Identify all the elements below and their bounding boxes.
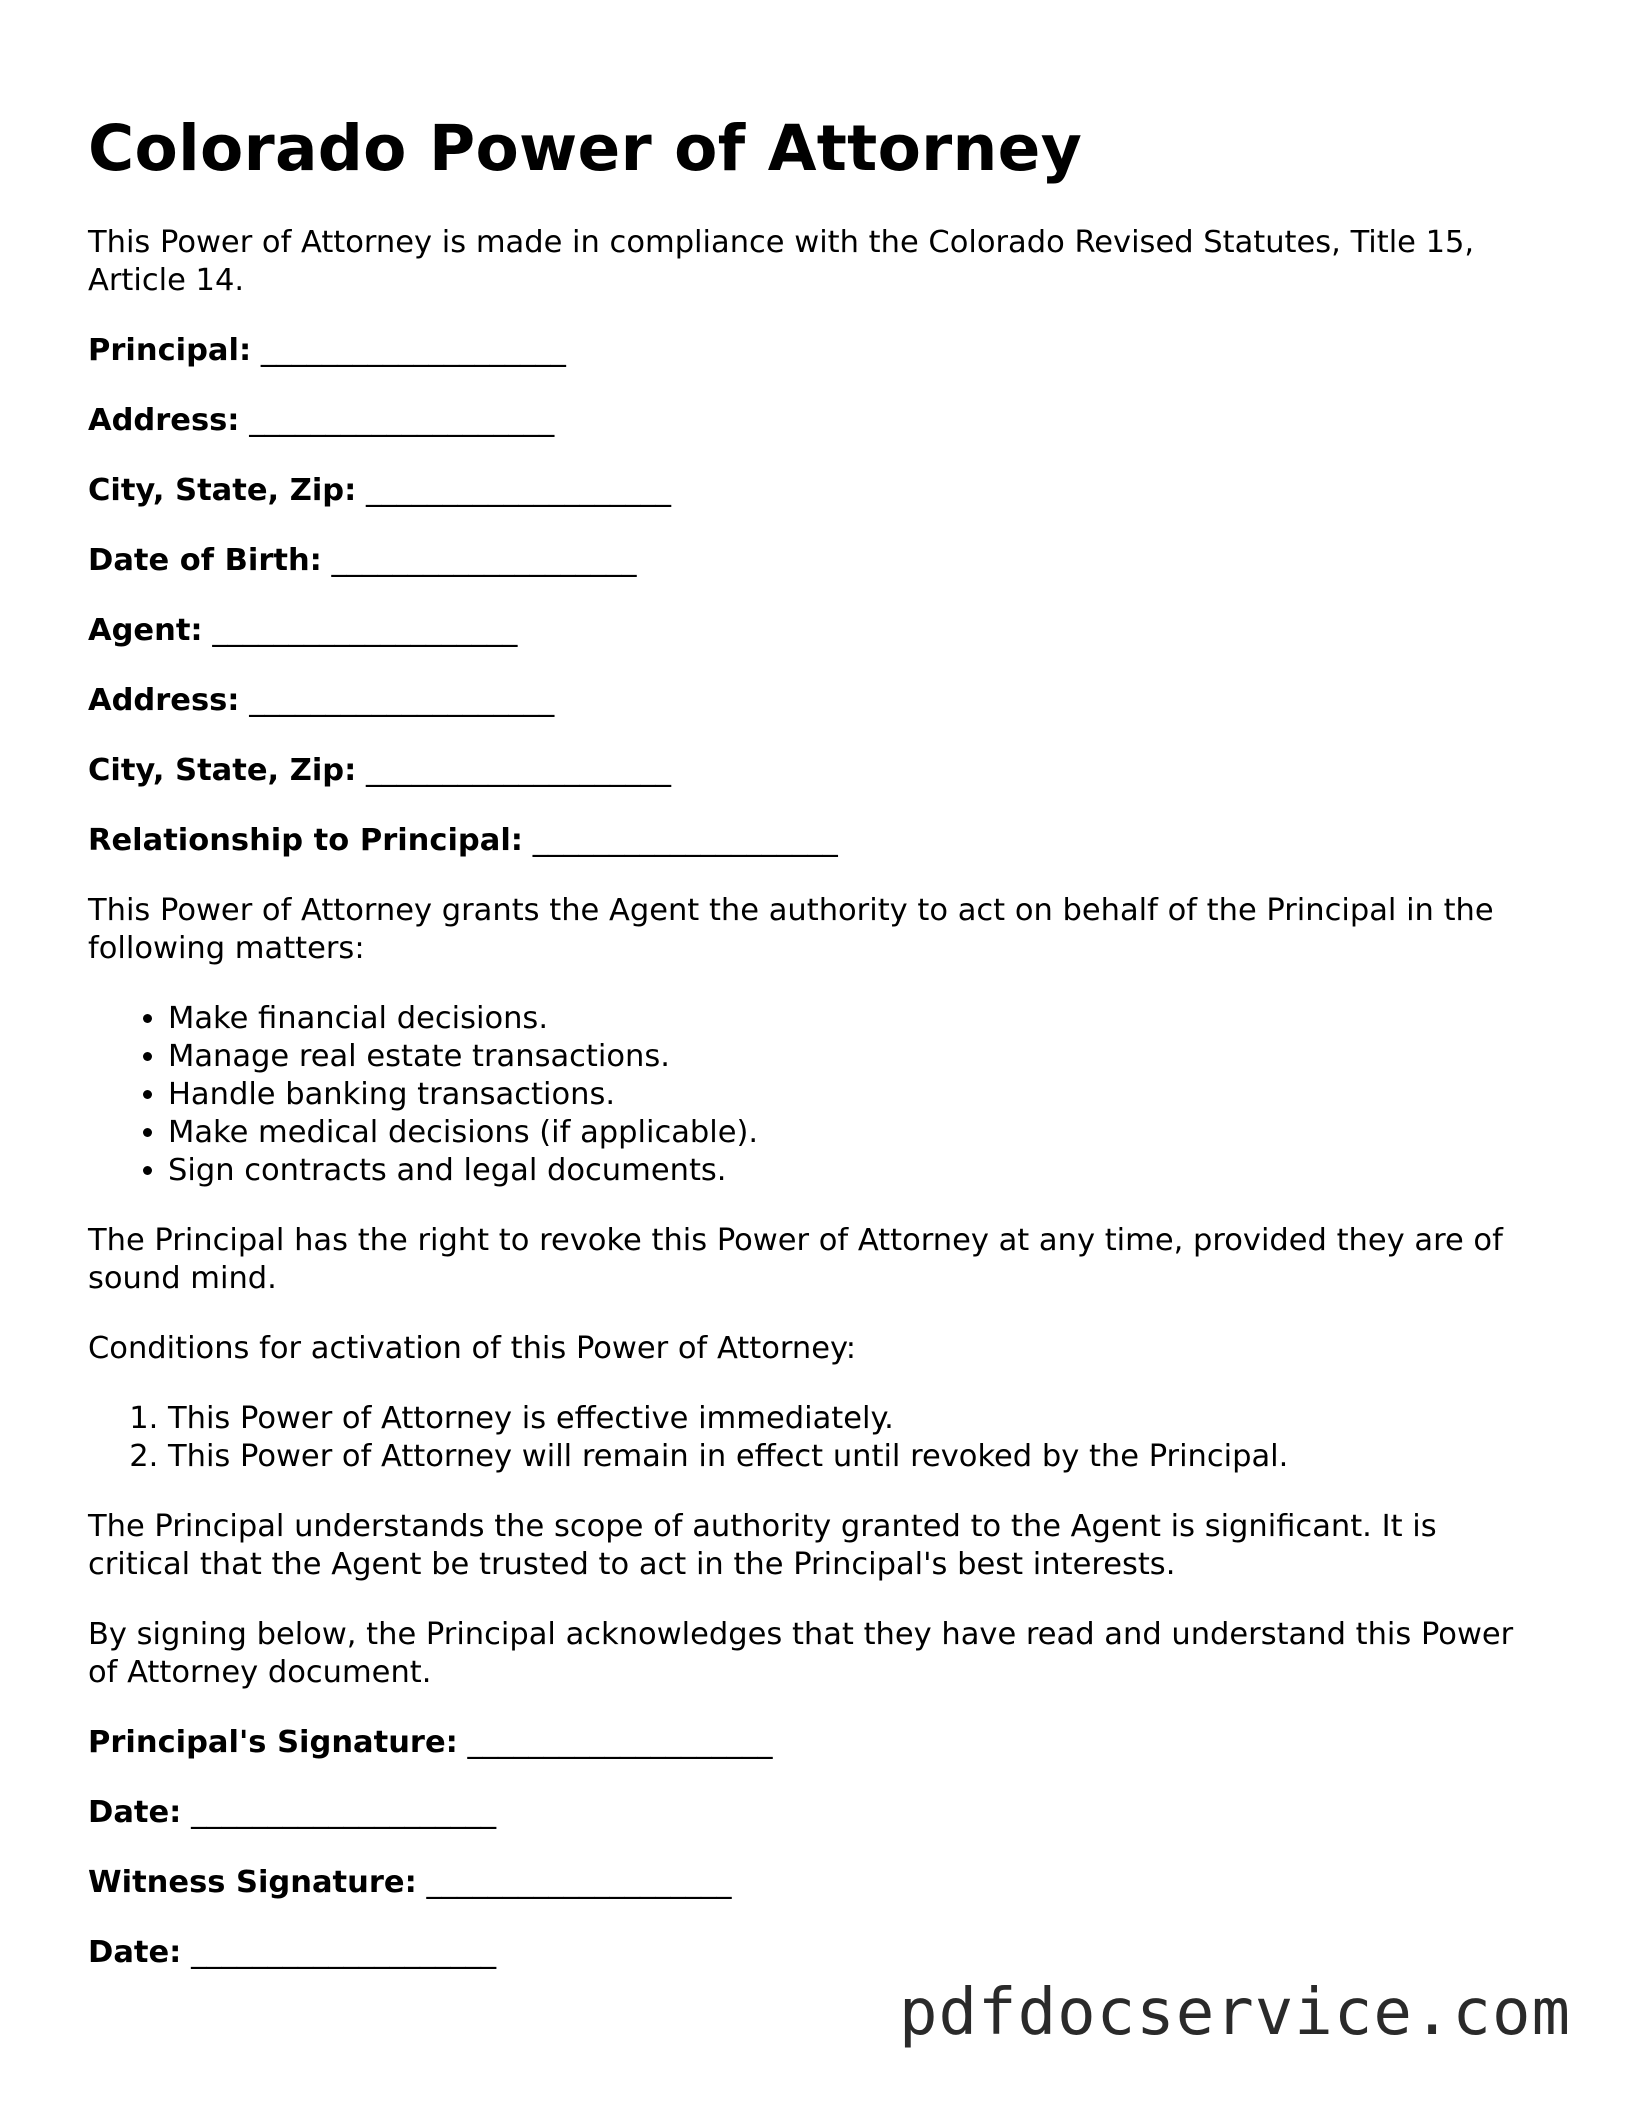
principal-signature-field [88,1724,1548,1762]
list-item: • Make financial decisions. [168,1000,1548,1038]
list-item: • Make medical decisions (if applicable). [168,1114,1548,1152]
field-blank: ____________________ [457,1725,773,1760]
watermark: pdfdocservice.com [898,1976,1571,2050]
date-of-birth-field [88,542,1548,580]
field-blank: ____________________ [181,1935,497,1970]
intro-paragraph: This Power of Attorney is made in compliance with the Colorado Revised Statutes, Title 15, Article 14. [88,225,1475,298]
field-label: Date: [88,1935,182,1970]
document-title: Colorado Power of Attorney [88,112,1083,185]
field-blank: ____________________ [239,403,555,438]
field-label: Date: [88,1795,182,1830]
field-label: Witness Signature: [88,1865,417,1900]
field-blank: ____________________ [202,613,518,648]
field-label: Relationship to Principal: [88,823,523,858]
field-label: Address: [88,403,240,438]
witness-date-field [88,1934,1548,1972]
scope-paragraph: The Principal understands the scope of authority granted to the Agent is significant. It is critical that the Agent be trusted to act in the Principal's best interests. [88,1509,1437,1582]
agent-address-field [88,682,1548,720]
revoke-paragraph: The Principal has the right to revoke this Power of Attorney at any time, provided they are of sound mind. [88,1223,1503,1296]
principal-address-field [88,402,1548,440]
principal-field [88,332,1548,370]
document-page [88,110,1548,2004]
agent-city-state-zip-field [88,752,1548,790]
field-blank: ____________________ [181,1795,497,1830]
field-blank: ____________________ [251,333,566,368]
list-item: • Manage real estate transactions. [168,1038,1548,1076]
field-blank: ____________________ [321,543,637,578]
list-item: 1. This Power of Attorney is effective immediately. [168,1400,1548,1438]
witness-signature-field [88,1864,1548,1902]
acknowledgement-paragraph: By signing below, the Principal acknowledges that they have read and understand this Power of Attorney document. [88,1617,1514,1690]
field-label: Date of Birth: [88,543,322,578]
field-blank: ____________________ [356,473,672,508]
principal-date-field [88,1794,1548,1832]
powers-list [88,1000,1548,1190]
principal-city-state-zip-field [88,472,1548,510]
field-label: City, State, Zip: [88,753,357,788]
field-blank: ____________________ [416,1865,732,1900]
conditions-heading: Conditions for activation of this Power of Attorney: [88,1331,857,1366]
field-blank: ____________________ [239,683,555,718]
list-item: 2. This Power of Attorney will remain in effect until revoked by the Principal. [168,1438,1548,1476]
relationship-field [88,822,1548,860]
grant-paragraph: This Power of Attorney grants the Agent the authority to act on behalf of the Principal in the following matters: [88,893,1494,966]
field-label: City, State, Zip: [88,473,357,508]
agent-field [88,612,1548,650]
list-item: • Sign contracts and legal documents. [168,1152,1548,1190]
field-label: Address: [88,683,240,718]
list-item: • Handle banking transactions. [168,1076,1548,1114]
field-blank: ____________________ [356,753,672,788]
field-blank: ____________________ [523,823,838,858]
conditions-list [88,1400,1548,1476]
field-label: Principal: [88,333,252,368]
field-label: Agent: [88,613,203,648]
field-label: Principal's Signature: [88,1725,458,1760]
